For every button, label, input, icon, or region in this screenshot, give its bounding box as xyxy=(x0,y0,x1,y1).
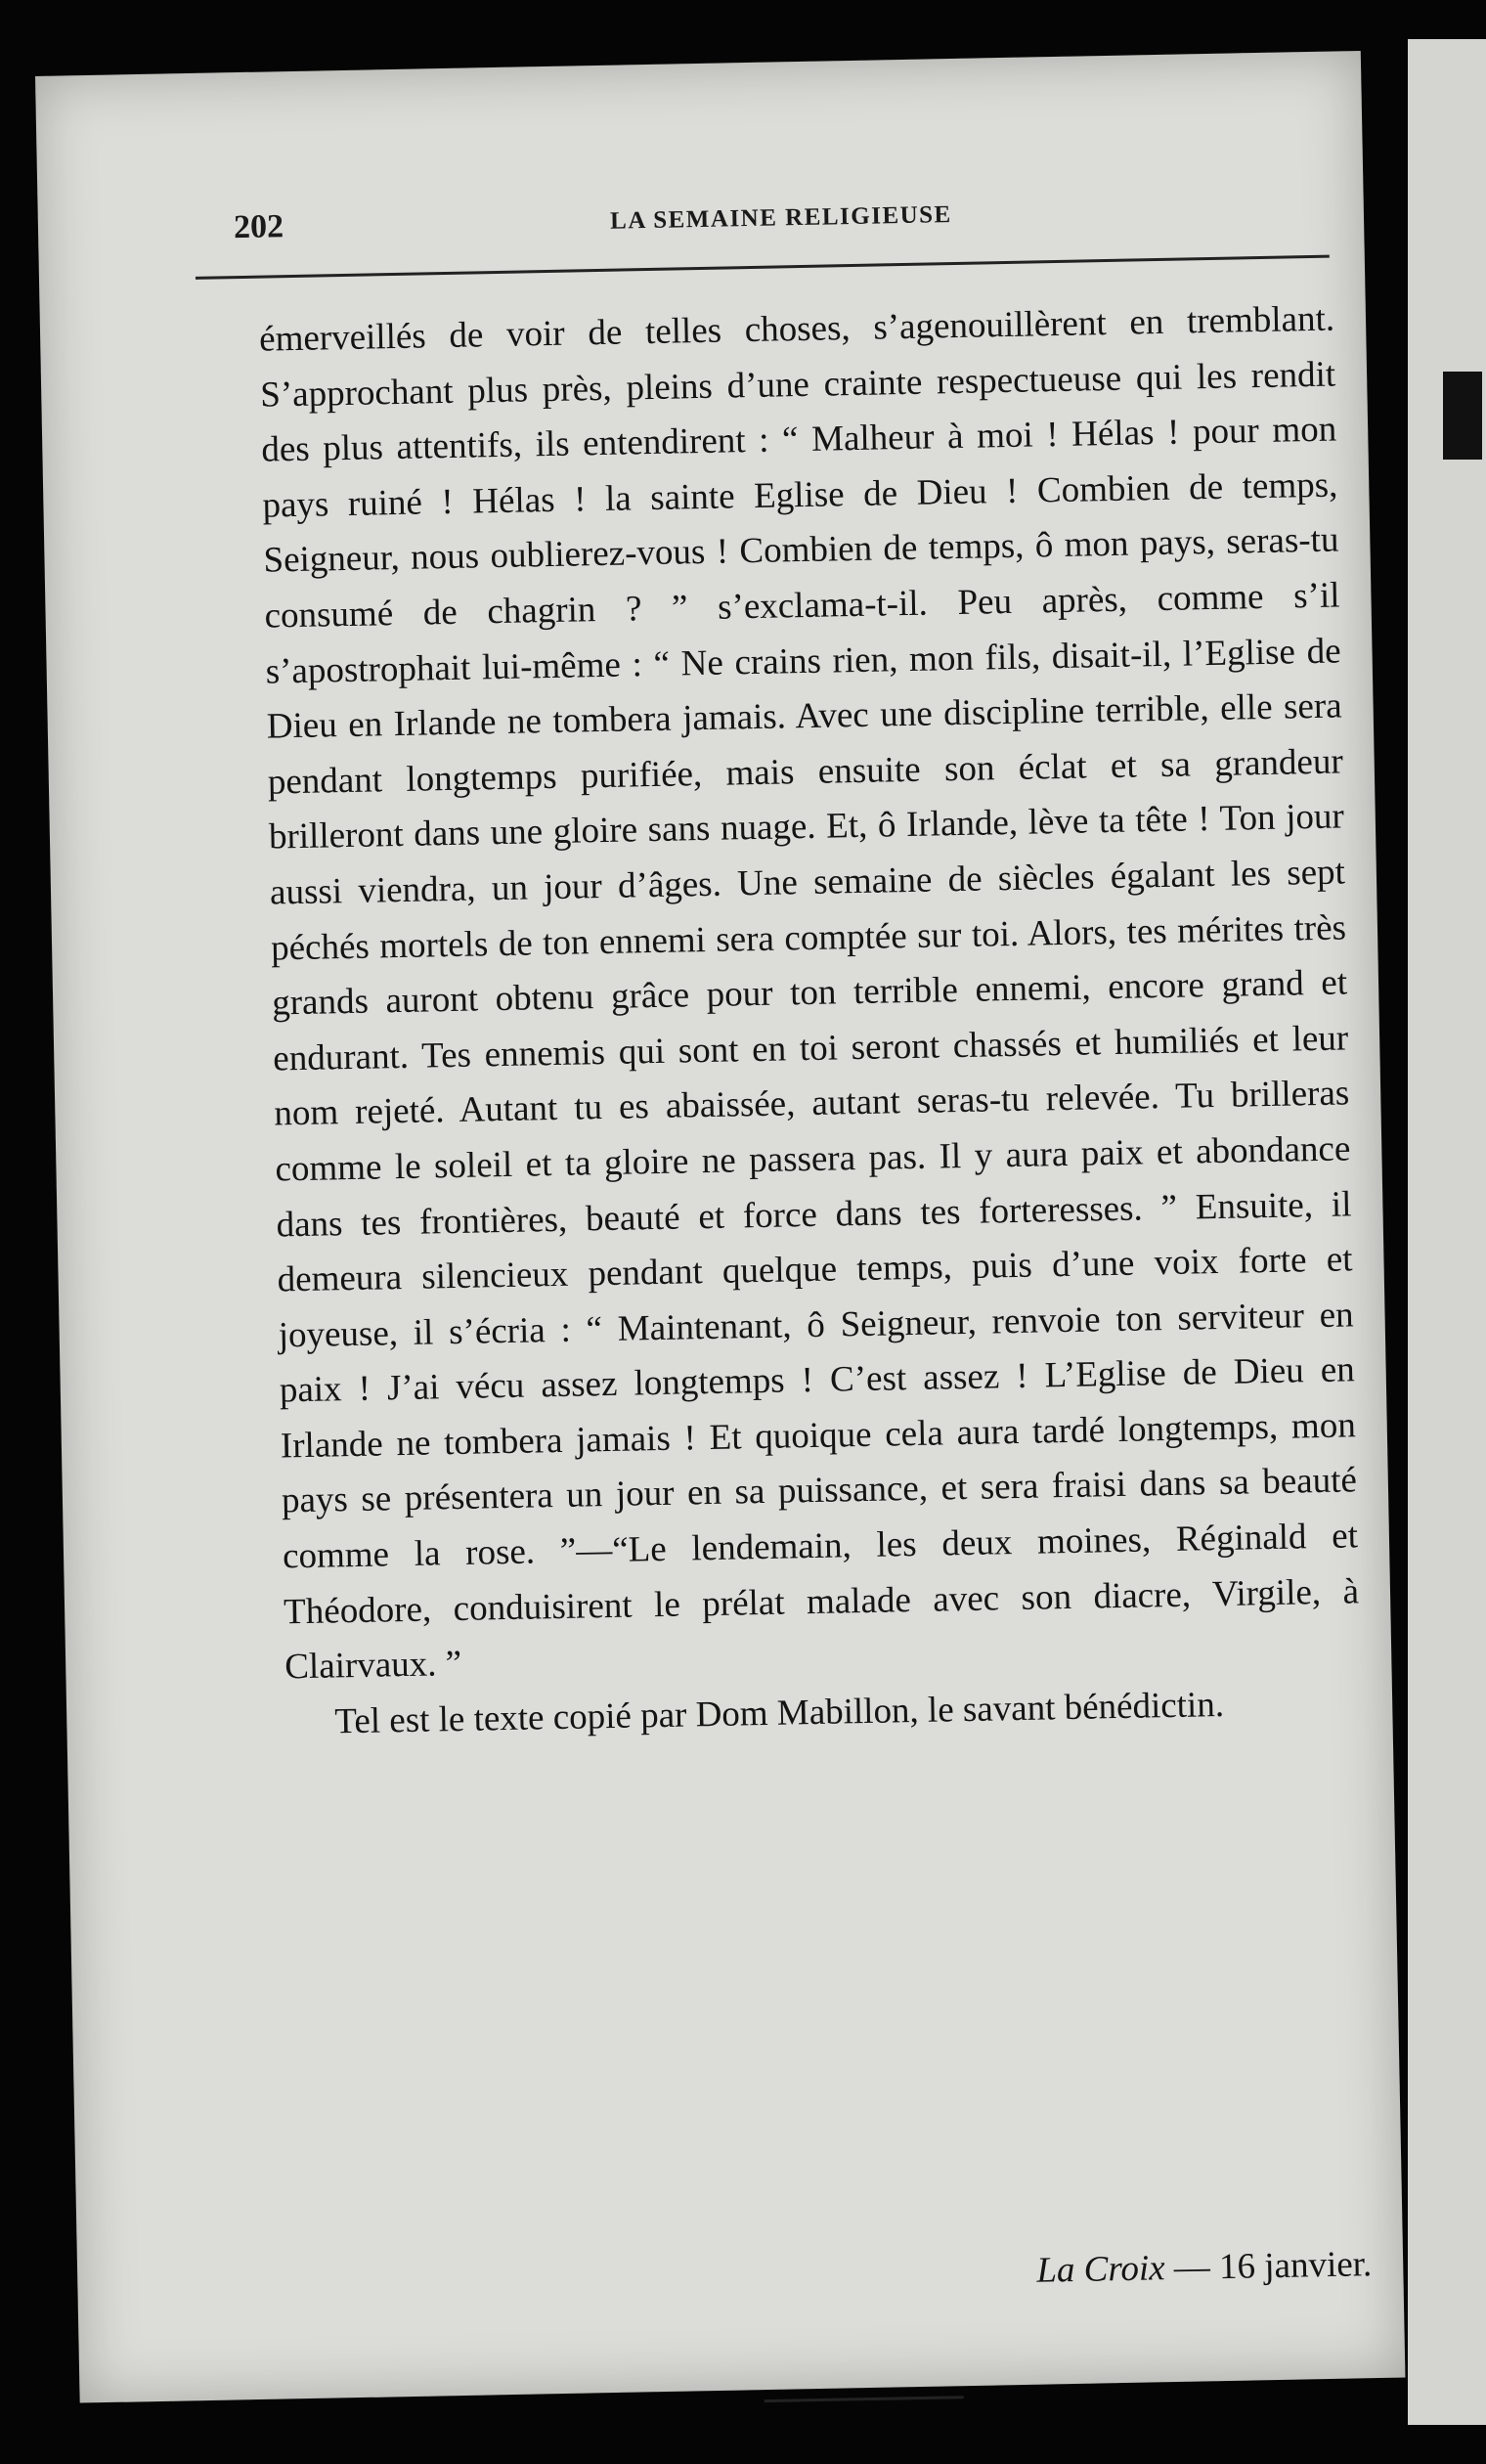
source-name: La Croix xyxy=(1035,2248,1165,2291)
body-text xyxy=(259,292,1362,1751)
paragraph-2: Tel est le texte copié par Dom Mabillon, le savant bénédictin. xyxy=(333,1684,1225,1742)
adjacent-page-edge xyxy=(1408,39,1486,2425)
source-date: — 16 janvier. xyxy=(1173,2244,1373,2289)
adjacent-page-mark xyxy=(1443,372,1482,460)
end-rule xyxy=(765,2396,964,2402)
page-header xyxy=(234,189,1330,264)
running-title: LA SEMAINE RELIGIEUSE xyxy=(609,201,952,235)
source-signature xyxy=(296,2243,1373,2306)
book-page xyxy=(35,51,1405,2403)
page-number: 202 xyxy=(233,208,284,246)
paragraph-1: émerveillés de voir de telles choses, s’agenouillèrent en tremblant. S’approchant plus près, pleins d’une crainte respectueuse qui les rendit des plus attentifs, ils entendirent : “ Malheur à moi ! Hélas ! pour mon pays ruiné ! Hélas ! la sainte Eglise de Dieu ! Combien de temps, Seigneur, nous oublierez-vous ! Combien de temps, ô mon pays, seras-tu consumé de chagrin ? ” s’exclama-t-il. Peu après, comme s’il s’apostrophait lui-même : “ Ne crains rien, mon fils, disait-il, l’Eglise de Dieu en Irlande ne tombera jamais. Avec une discipline terrible, elle sera pendant longtemps purifiée, mais ensuite son éclat et sa grandeur brilleront dans une gloire sans nuage. Et, ô Irlande, lève ta tête ! Ton jour aussi viendra, un jour d’âges. Une semaine de siècles égalant les sept péchés mortels de ton ennemi sera comptée sur toi. Alors, tes mérites très grands auront obtenu grâce pour ton terrible ennemi, encore grand et endurant. Tes ennemis qui sont en toi seront chassés et humiliés et leur nom rejeté. Autant tu es abaissée, autant seras-tu relevée. Tu brilleras comme le soleil et ta gloire ne passera pas. Il y aura paix et abondance dans tes frontières, beauté et force dans tes forteresses. ” Ensuite, il demeura silencieux pendant quelque temps, puis d’une voix forte et joyeuse, il s’écria : “ Maintenant, ô Seigneur, renvoie ton serviteur en paix ! J’ai vécu assez longtemps ! C’est assez ! L’Eglise de Dieu en Irlande ne tombera jamais ! Et quoique cela aura tardé longtemps, mon pays se présentera un jour en sa puissance, et sera fraisi dans sa beauté comme la rose. ”—“Le lendemain, les deux moines, Réginald et Théodore, conduisirent le prélat malade avec son diacre, Virgile, à Clairvaux. ” xyxy=(258,298,1360,1688)
